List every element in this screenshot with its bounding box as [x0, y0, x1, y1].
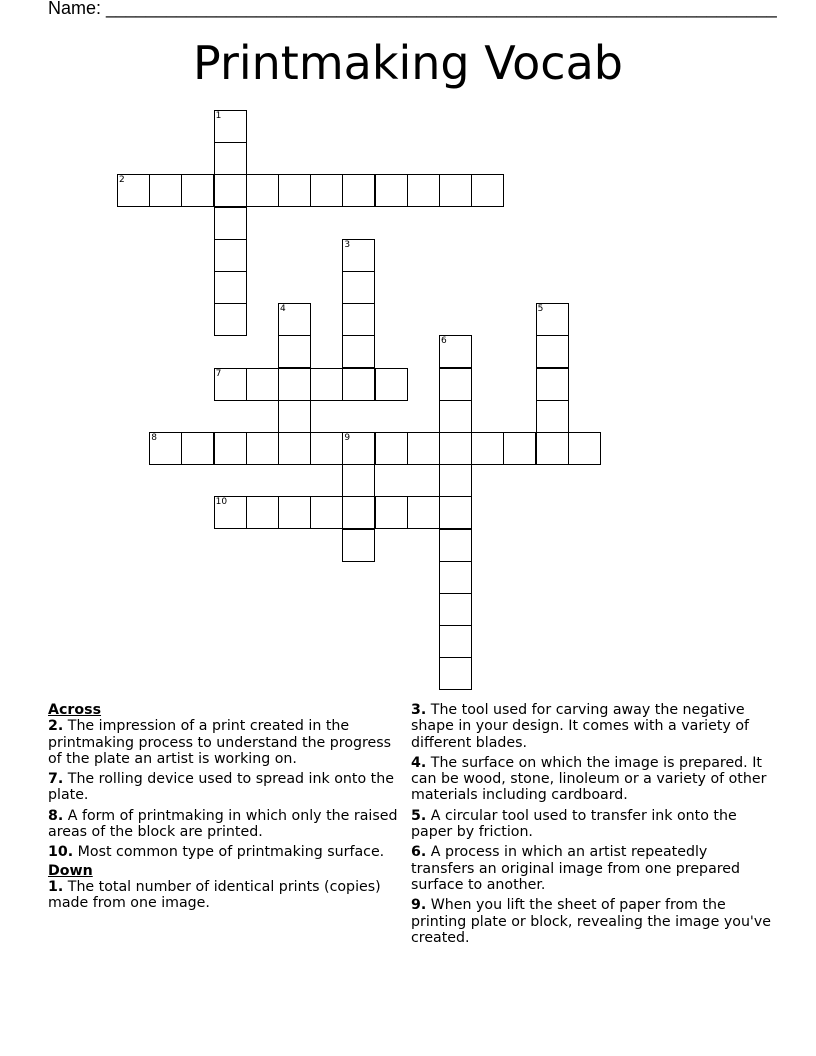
crossword-cell[interactable] — [568, 432, 601, 465]
clue-down-5 — [411, 808, 771, 841]
clue-across-7 — [48, 771, 408, 804]
crossword-cell[interactable] — [439, 593, 472, 626]
crossword-cell[interactable] — [214, 207, 247, 240]
crossword-cell[interactable] — [439, 657, 472, 690]
clue-across-2 — [48, 718, 408, 767]
crossword-cell[interactable] — [246, 496, 279, 529]
clue-text: A form of printmaking in which only the raised areas of the block are printed. — [48, 807, 398, 841]
crossword-cell[interactable] — [439, 529, 472, 562]
crossword-cell[interactable] — [471, 432, 504, 465]
clue-across-8 — [48, 808, 408, 841]
clue-number: 5. — [411, 807, 427, 824]
crossword-cell[interactable] — [407, 496, 440, 529]
clue-text: The rolling device used to spread ink onto the plate. — [48, 771, 394, 804]
clue-number: 1. — [48, 878, 64, 895]
crossword-cell[interactable] — [214, 303, 247, 336]
crossword-cell[interactable] — [407, 432, 440, 465]
crossword-cell[interactable] — [342, 174, 375, 207]
crossword-cell[interactable] — [278, 303, 311, 336]
crossword-cell[interactable] — [536, 303, 569, 336]
cell-number: 7 — [215, 368, 222, 379]
crossword-cell[interactable] — [439, 400, 472, 433]
clues-left-column — [48, 702, 408, 916]
crossword-cell[interactable] — [439, 174, 472, 207]
crossword-cell[interactable] — [214, 239, 247, 272]
crossword-cell[interactable] — [214, 174, 247, 207]
down-heading: Down — [48, 862, 93, 879]
crossword-cell[interactable] — [278, 335, 311, 368]
clue-text: The total number of identical prints (copies) made from one image. — [48, 878, 381, 912]
crossword-cell[interactable] — [536, 400, 569, 433]
crossword-cell[interactable] — [310, 368, 343, 401]
crossword-cell[interactable] — [246, 368, 279, 401]
crossword-cell[interactable] — [375, 432, 408, 465]
crossword-cell[interactable] — [246, 174, 279, 207]
cell-number: 2 — [119, 175, 125, 186]
cell-number: 5 — [537, 304, 544, 315]
crossword-cell[interactable] — [117, 174, 150, 207]
cell-number: 1 — [215, 111, 222, 121]
clue-number: 3. — [411, 702, 427, 718]
crossword-cell[interactable] — [214, 368, 247, 401]
crossword-cell[interactable] — [278, 368, 311, 401]
crossword-cell[interactable] — [214, 110, 247, 143]
clue-down-4 — [411, 755, 771, 804]
crossword-cell[interactable] — [214, 271, 247, 304]
clue-text: The tool used for carving away the negative shape in your design. It comes with a variety of different blades. — [411, 702, 749, 751]
crossword-cell[interactable] — [278, 400, 311, 433]
crossword-cell[interactable] — [439, 464, 472, 497]
crossword-cell[interactable] — [536, 368, 569, 401]
clue-text: A circular tool used to transfer ink onto the paper by friction. — [411, 807, 737, 841]
crossword-cell[interactable] — [439, 432, 472, 465]
crossword-cell[interactable] — [181, 432, 214, 465]
crossword-cell[interactable] — [342, 432, 375, 465]
clue-number: 9. — [411, 897, 427, 914]
crossword-cell[interactable] — [471, 174, 504, 207]
crossword-cell[interactable] — [536, 335, 569, 368]
clue-across-10 — [48, 844, 408, 860]
clue-down-6 — [411, 844, 771, 893]
clues-right-column — [411, 702, 771, 950]
clue-text: The impression of a print created in the printmaking process to understand the progress of the plate an artist is working on. — [48, 718, 392, 767]
cell-number: 8 — [151, 433, 157, 443]
clue-number: 7. — [48, 771, 64, 788]
crossword-cell[interactable] — [310, 432, 343, 465]
crossword-cell[interactable] — [181, 174, 214, 207]
clue-number: 2. — [48, 718, 64, 735]
page-title: Printmaking Vocab — [193, 36, 623, 90]
crossword-cell[interactable] — [278, 432, 311, 465]
clue-number: 4. — [411, 754, 427, 771]
crossword-cell[interactable] — [342, 271, 375, 304]
across-heading: Across — [48, 702, 102, 718]
name-field-label: Name: ___________________________________________________________________ — [48, 0, 777, 18]
crossword-cell[interactable] — [342, 464, 375, 497]
clue-number: 8. — [48, 807, 64, 824]
clue-text: A process in which an artist repeatedly transfers an original image from one prepared surface to another. — [411, 844, 741, 893]
clue-number: 6. — [411, 844, 427, 861]
crossword-cell[interactable] — [439, 625, 472, 658]
crossword-cell[interactable] — [375, 174, 408, 207]
crossword-cell[interactable] — [439, 335, 472, 368]
crossword-cell[interactable] — [149, 174, 182, 207]
cell-number: 3 — [344, 239, 351, 250]
cell-number: 6 — [441, 336, 447, 347]
clue-down-9 — [411, 897, 771, 946]
crossword-cell[interactable] — [439, 561, 472, 594]
crossword-cell[interactable] — [407, 174, 440, 207]
crossword-cell[interactable] — [536, 432, 569, 465]
cell-number: 9 — [344, 433, 351, 443]
crossword-cell[interactable] — [278, 174, 311, 207]
cell-number: 4 — [280, 304, 286, 315]
crossword-cell[interactable] — [342, 239, 375, 272]
crossword-cell[interactable] — [342, 496, 375, 529]
clue-text: Most common type of printmaking surface. — [73, 844, 385, 861]
crossword-cell[interactable] — [342, 529, 375, 562]
crossword-cell[interactable] — [375, 368, 408, 401]
crossword-cell[interactable] — [342, 303, 375, 336]
clue-down-3 — [411, 702, 771, 751]
clue-down-1 — [48, 879, 408, 912]
crossword-cell[interactable] — [278, 496, 311, 529]
crossword-cell[interactable] — [214, 432, 247, 465]
crossword-cell[interactable] — [375, 496, 408, 529]
crossword-cell[interactable] — [149, 432, 182, 465]
cell-number: 10 — [215, 497, 228, 508]
crossword-cell[interactable] — [246, 432, 279, 465]
crossword-cell[interactable] — [310, 496, 343, 529]
crossword-cell[interactable] — [214, 496, 247, 529]
crossword-cell[interactable] — [342, 335, 375, 368]
crossword-cell[interactable] — [503, 432, 536, 465]
clue-number: 10. — [48, 844, 74, 861]
crossword-cell[interactable] — [439, 496, 472, 529]
clue-text: The surface on which the image is prepared. It can be wood, stone, linoleum or a variety of other materials including cardboard. — [411, 754, 767, 804]
clue-text: When you lift the sheet of paper from the printing plate or block, revealing the image you've created. — [411, 897, 771, 946]
crossword-cell[interactable] — [310, 174, 343, 207]
crossword-cell[interactable] — [342, 368, 375, 401]
crossword-cell[interactable] — [214, 142, 247, 175]
crossword-cell[interactable] — [439, 368, 472, 401]
